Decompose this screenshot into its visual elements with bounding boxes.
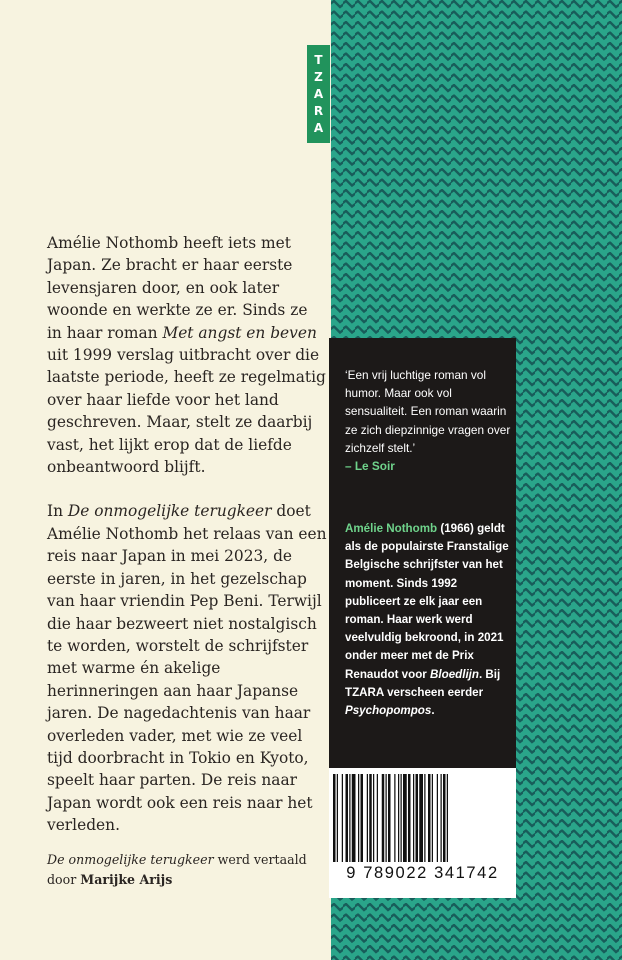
blurb-paragraph-1 <box>47 232 327 478</box>
blurb-paragraph-2 <box>47 500 327 836</box>
barcode-bar <box>401 774 402 862</box>
bio-text: . <box>431 704 435 718</box>
blurb-text: In <box>47 502 68 521</box>
barcode <box>329 768 516 898</box>
bio-text: . Bij TZARA verscheen eerder <box>345 667 501 699</box>
barcode-bar <box>386 774 387 862</box>
barcode-bar <box>398 774 399 862</box>
quote-text: ‘Een vrij luchtige roman vol humor. Maar ook vol sensualiteit. Een roman waarin ze zich diepzinnige vragen over zichzelf stelt.’ <box>345 368 511 455</box>
book-title: De onmogelijke terugkeer <box>67 502 272 521</box>
credit-text: werd vertaald door <box>47 852 307 887</box>
author-name: Amélie Nothomb <box>345 522 438 535</box>
barcode-bar <box>388 774 391 862</box>
review-quote <box>345 366 513 475</box>
blurb <box>47 232 327 859</box>
logo-letter: A <box>313 120 324 135</box>
author-bio <box>345 520 515 720</box>
barcode-bar <box>382 774 385 862</box>
barcode-bar <box>443 774 446 862</box>
barcode-bar <box>337 774 338 862</box>
logo-letter: R <box>313 103 324 118</box>
credit-title: De onmogelijke terugkeer <box>47 852 214 867</box>
bio-book-title: Psychopompos <box>345 704 432 718</box>
barcode-bar <box>403 774 407 862</box>
blurb-text: uit 1999 verslag uitbracht over die laatste periode, heeft ze regelmatig over haar liefde voor het land geschreven. Maar, stelt ze daarbij vast, het lijkt erop dat de liefde onbeantwoord blijft. <box>47 346 326 477</box>
barcode-bars <box>333 774 513 862</box>
translator-credit <box>47 850 337 890</box>
barcode-bar <box>394 774 395 862</box>
book-title: Met angst en beven <box>162 323 317 342</box>
barcode-bar <box>428 774 431 862</box>
barcode-bar <box>349 774 350 862</box>
barcode-bar <box>437 774 438 862</box>
barcode-bar <box>367 774 368 862</box>
blurb-text: Amélie Nothomb heeft iets met Japan. Ze bracht er haar eerste levensjaren door, en ook later woonde en werkte ze er. Sinds ze in haar roman <box>47 234 308 342</box>
barcode-bar <box>373 774 374 862</box>
barcode-bar <box>377 774 378 862</box>
barcode-bar <box>424 774 425 862</box>
barcode-bar <box>361 774 364 862</box>
bio-book-title: Bloedlijn <box>430 667 479 681</box>
barcode-bar <box>408 774 411 862</box>
barcode-bar <box>432 774 433 862</box>
quote-source: – Le Soir <box>345 459 395 474</box>
blurb-text: doet Amélie Nothomb het relaas van een reis naar Japan in mei 2023, de eerste in jaren, in het gezelschap van haar vriendin Pep Beni. Terwijl die haar bezweert niet nostalgisch te worden, worstelt de schrijfster met warme én akelige herinneringen aan haar Japanse jaren. De nagedachtenis van haar overleden vader, met wie ze veel tijd doorbracht in Tokio en Kyoto, speelt haar parten. De reis naar Japan wordt ook een reis naar het verleden. <box>47 502 327 835</box>
barcode-bar <box>333 774 336 862</box>
barcode-bar <box>441 774 442 862</box>
barcode-bar <box>358 774 359 862</box>
logo-letter: Z <box>314 69 323 84</box>
barcode-bar <box>346 774 349 862</box>
barcode-bar <box>352 774 356 862</box>
logo-letter: T <box>314 52 323 67</box>
barcode-bar <box>447 774 448 862</box>
barcode-bar <box>416 774 419 862</box>
translator-name: Marijke Arijs <box>80 872 173 887</box>
tzara-logo <box>307 45 330 143</box>
barcode-bar <box>413 774 414 862</box>
barcode-bar <box>369 774 372 862</box>
isbn-number: 9 789022 341742 <box>346 864 499 882</box>
barcode-bar <box>342 774 343 862</box>
barcode-bar <box>419 774 423 862</box>
bio-text: (1966) geldt als de populairste Franstalige Belgische schrijfster van het moment. Sinds 1992 publiceert ze elk jaar een roman. Haar werk werd veelvuldig bekroond, in 2021 onder meer met de Prix Renaudot voor <box>345 522 509 681</box>
logo-letter: A <box>313 86 324 101</box>
